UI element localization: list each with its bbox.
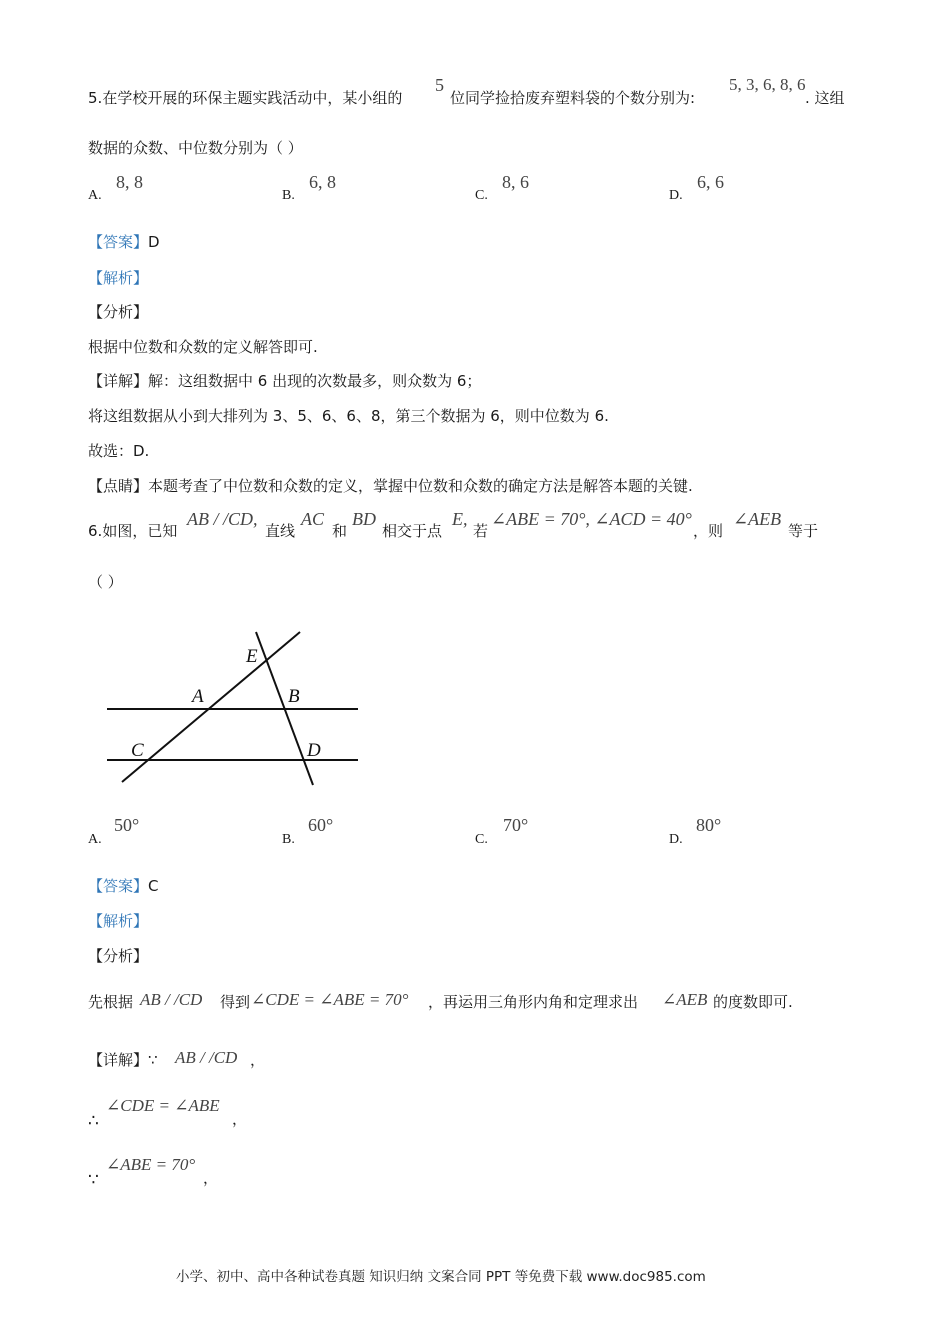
q6-detail-line1 <box>88 1053 158 1068</box>
q6-fenxi-math-parallel: AB / /CD <box>140 990 203 1009</box>
q6-text-b: 直线 <box>265 522 296 540</box>
q6-fenxi-text-c: ，再运用三角形内角和定理求出 <box>428 993 639 1011</box>
q6-option-b-letter: B. <box>282 832 295 847</box>
q6-math-ac: AC <box>301 509 325 529</box>
q6-answer-paren: （ ） <box>88 573 123 591</box>
q6-math-bd: BD <box>352 509 376 529</box>
q6-jiexi-tag: 【解析】 <box>88 912 149 930</box>
q6-answer-tag: 【答案】 <box>88 877 149 895</box>
q5-stem-text-c: . 这组 <box>805 89 845 107</box>
q6-option-c-value: 70° <box>503 815 529 835</box>
q6-math-angles: ∠ABE = 70°, ∠ACD = 40° <box>491 509 692 529</box>
q6-detail-math-2: ∠CDE = ∠ABE <box>106 1096 220 1115</box>
q6-math-parallel: AB / /CD, <box>187 509 258 529</box>
q5-detail-line3: 故选：D. <box>88 442 150 460</box>
q5-option-d-letter: D. <box>669 188 683 203</box>
q6-fenxi-text-d: 的度数即可. <box>713 993 793 1011</box>
q6-detail-math-1: AB / /CD <box>175 1048 238 1067</box>
q5-fenxi-text: 根据中位数和众数的定义解答即可. <box>88 338 318 356</box>
q6-text-d: 相交于点 <box>382 522 443 540</box>
q5-fenxi-tag: 【分析】 <box>88 303 149 321</box>
q5-answer-tag: 【答案】 <box>88 233 149 251</box>
q5-data-values: 5, 3, 6, 8, 6 <box>729 75 806 94</box>
q6-math-e: E, <box>452 509 468 529</box>
q5-number: 5. <box>88 89 103 107</box>
label-d: D <box>307 740 321 761</box>
q6-detail-tag: 【详解】 <box>88 1051 149 1069</box>
q6-detail-comma-2: ， <box>232 1110 248 1128</box>
q6-option-a-letter: A. <box>88 832 102 847</box>
q6-answer <box>88 879 159 894</box>
q5-option-d-value: 6, 6 <box>697 172 724 192</box>
q5-answer-value: D <box>148 233 160 251</box>
q6-fenxi-text-a: 先根据 <box>88 993 134 1011</box>
q6-option-a-value: 50° <box>114 815 140 835</box>
q5-option-b-letter: B. <box>282 188 295 203</box>
q5-option-c-letter: C. <box>475 188 488 203</box>
q6-option-d-value: 80° <box>696 815 722 835</box>
q5-dianjing-text: 本题考查了中位数和众数的定义，掌握中位数和众数的确定方法是解答本题的关键. <box>148 477 693 495</box>
q6-text-c: 和 <box>332 522 348 540</box>
q6-fenxi-tag: 【分析】 <box>88 947 149 965</box>
q6-fenxi-math-angles: ∠CDE = ∠ABE = 70° <box>251 990 409 1009</box>
because-symbol: ∵ <box>148 1051 158 1069</box>
q6-text-e: 若 <box>473 522 489 540</box>
q5-option-b-value: 6, 8 <box>309 172 336 192</box>
q6-fenxi-math-aeb: ∠AEB <box>662 990 708 1009</box>
q5-detail-line1 <box>88 374 481 389</box>
q5-stem-line1 <box>88 91 402 106</box>
q5-option-a-letter: A. <box>88 188 102 203</box>
page-footer: 小学、初中、高中各种试卷真题 知识归纳 文案合同 PPT 等免费下载 www.doc985.com <box>176 1269 706 1285</box>
q5-option-a-value: 8, 8 <box>116 172 143 192</box>
q6-stem-start <box>88 524 177 539</box>
q5-stem-text-a: 在学校开展的环保主题实践活动中，某小组的 <box>102 89 403 107</box>
q5-detail-text1: 解：这组数据中 6 出现的次数最多，则众数为 6； <box>148 372 482 390</box>
label-e: E <box>246 646 258 667</box>
q5-stem-text-b: 位同学捡拾废弃塑料袋的个数分别为: <box>450 89 696 107</box>
q6-geometry-figure <box>100 620 370 790</box>
because-symbol-2: ∵ <box>88 1170 99 1190</box>
q6-text-g: 等于 <box>788 522 819 540</box>
q5-dianjing <box>88 479 693 494</box>
q6-text-f: ，则 <box>693 522 724 540</box>
q6-detail-math-3: ∠ABE = 70° <box>106 1155 196 1174</box>
q5-detail-line2: 将这组数据从小到大排列为 3、5、6、6、8，第三个数据为 6，则中位数为 6. <box>88 407 609 425</box>
q6-detail-comma-3: ， <box>203 1169 219 1187</box>
q6-detail-comma-1: ， <box>250 1051 266 1069</box>
q5-count-n: 5 <box>435 75 444 95</box>
q6-math-aeb: ∠AEB <box>733 509 782 529</box>
q5-detail-tag: 【详解】 <box>88 372 149 390</box>
q6-text-a: 如图，已知 <box>102 522 178 540</box>
label-b: B <box>288 686 300 707</box>
q6-option-b-value: 60° <box>308 815 334 835</box>
q6-fenxi-text-b: 得到 <box>220 993 251 1011</box>
therefore-symbol: ∴ <box>88 1111 99 1131</box>
q5-dianjing-tag: 【点睛】 <box>88 477 149 495</box>
label-c: C <box>131 740 144 761</box>
q6-option-d-letter: D. <box>669 832 683 847</box>
q6-answer-value: C <box>148 877 159 895</box>
q6-number: 6. <box>88 522 103 540</box>
q5-option-c-value: 8, 6 <box>502 172 529 192</box>
q5-jiexi-tag: 【解析】 <box>88 269 149 287</box>
q5-stem-line2: 数据的众数、中位数分别为（ ） <box>88 139 303 157</box>
q5-answer <box>88 235 160 250</box>
label-a: A <box>192 686 204 707</box>
q6-option-c-letter: C. <box>475 832 488 847</box>
